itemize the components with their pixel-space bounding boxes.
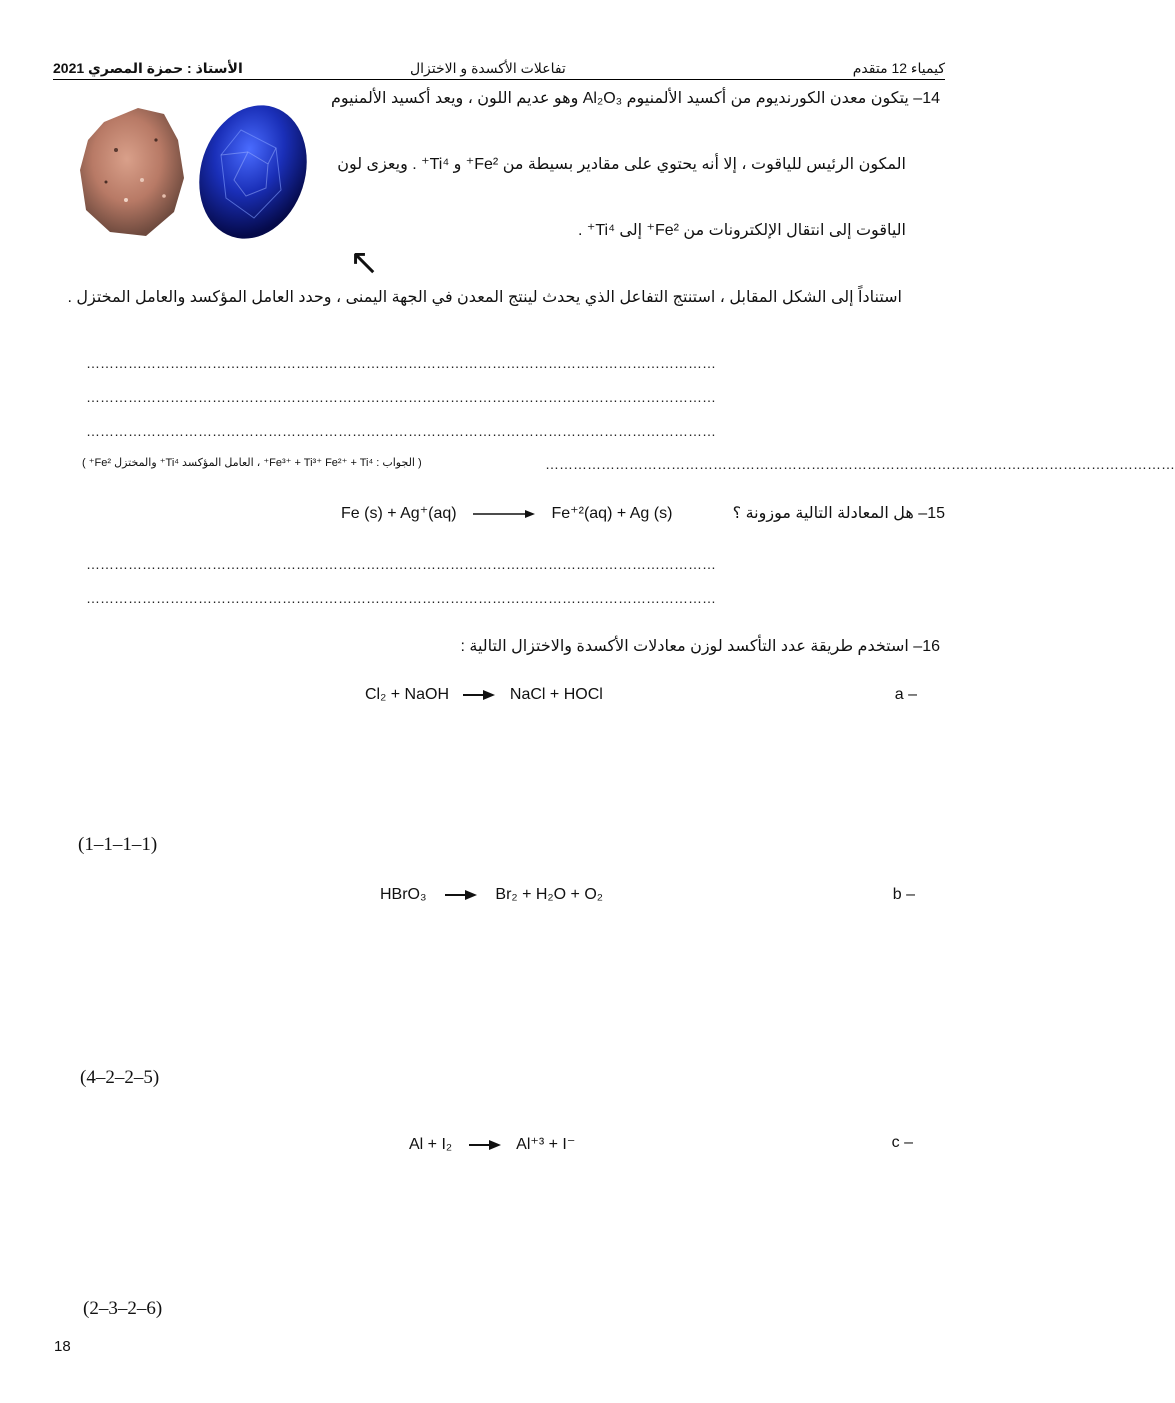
granite-rock-image	[80, 108, 184, 236]
q15-label: 15– هل المعادلة التالية موزونة ؟	[732, 505, 945, 522]
q15-lhs: Fe (s) + Ag⁺(aq)	[341, 505, 457, 522]
q15-equation	[341, 503, 672, 523]
q16-item-b-tag: b –	[892, 886, 915, 903]
header-teacher: الأستاذ : حمزة المصري 2021	[53, 60, 243, 76]
header-topic: تفاعلات الأكسدة و الاختزال	[410, 60, 566, 76]
q16-item-c-lhs: Al + I₂	[409, 1136, 453, 1153]
q15-rhs: Fe⁺²(aq) + Ag (s)	[551, 505, 673, 522]
answer-dotted-line: ………………………………………………………………………………………………………………………	[545, 456, 1175, 472]
reaction-arrow-icon	[463, 689, 495, 701]
reaction-arrow-icon	[469, 1139, 501, 1151]
q16-item-c-answer: (2–3–2–6)	[83, 1298, 163, 1319]
q16-item-b-answer: (4–2–2–5)	[80, 1067, 160, 1088]
reaction-arrow-icon	[445, 889, 477, 901]
q14-answer: ( الجواب : Fe³⁺ + Ti³⁺ Fe²⁺ + Ti⁴⁺ ، العامل المؤكسد Ti⁴⁺ والمختزل Fe²⁺ )	[82, 457, 422, 469]
q16-item-b-equation	[380, 886, 603, 904]
q16-item-a-lhs: Cl₂ + NaOH	[365, 686, 450, 703]
q16-label: 16– استخدم طريقة عدد التأكسد لوزن معادلات الأكسدة والاختزال التالية :	[460, 638, 940, 655]
q16-item-a-rhs: NaCl + HOCl	[509, 686, 603, 703]
header-rule	[53, 79, 945, 80]
answer-dotted-line: ………………………………………………………………………………………………………………………	[86, 355, 716, 371]
answer-dotted-line: ………………………………………………………………………………………………………………………	[86, 556, 716, 572]
q14-line-3: الياقوت إلى انتقال الإلكترونات من Fe²⁺ إلى Ti⁴⁺ .	[578, 222, 906, 239]
blue-sapphire-image	[183, 91, 324, 252]
q16-item-b-lhs: HBrO₃	[380, 886, 427, 903]
answer-dotted-line: ………………………………………………………………………………………………………………………	[86, 590, 716, 606]
q14-figure	[76, 100, 311, 245]
q16-item-c-tag: c –	[891, 1134, 913, 1151]
q16-item-b-rhs: Br₂ + H₂O + O₂	[495, 886, 603, 903]
answer-dotted-line: ………………………………………………………………………………………………………………………	[86, 423, 716, 439]
q16-item-c-equation	[409, 1134, 575, 1154]
q16-item-c-rhs: Al⁺³ + I⁻	[516, 1136, 576, 1153]
header-subject: كيمياء 12 متقدم	[852, 60, 945, 76]
reaction-arrow-icon	[473, 508, 535, 520]
q14-line-1: 14– يتكون معدن الكورنديوم من أكسيد الألمنيوم Al₂O₃ وهو عديم اللون ، ويعد أكسيد الألمنيوم	[330, 90, 940, 107]
q14-line-2: المكون الرئيس للياقوت ، إلا أنه يحتوي على مقادير بسيطة من Fe²⁺ و Ti⁴⁺ . ويعزى لون	[337, 156, 906, 173]
pointer-arrow-icon: ↖	[349, 241, 380, 282]
q14-line-4: استناداً إلى الشكل المقابل ، استنتج التفاعل الذي يحدث لينتج المعدن في الجهة اليمنى ، وحدد العامل المؤكسد والعامل المختزل .	[67, 289, 902, 306]
q16-item-a-tag: a –	[894, 686, 917, 703]
answer-dotted-line: ………………………………………………………………………………………………………………………	[86, 389, 716, 405]
page-number: 18	[54, 1338, 71, 1355]
q16-item-a-equation	[365, 686, 603, 704]
q16-item-a-answer: (1–1–1–1)	[78, 834, 158, 855]
